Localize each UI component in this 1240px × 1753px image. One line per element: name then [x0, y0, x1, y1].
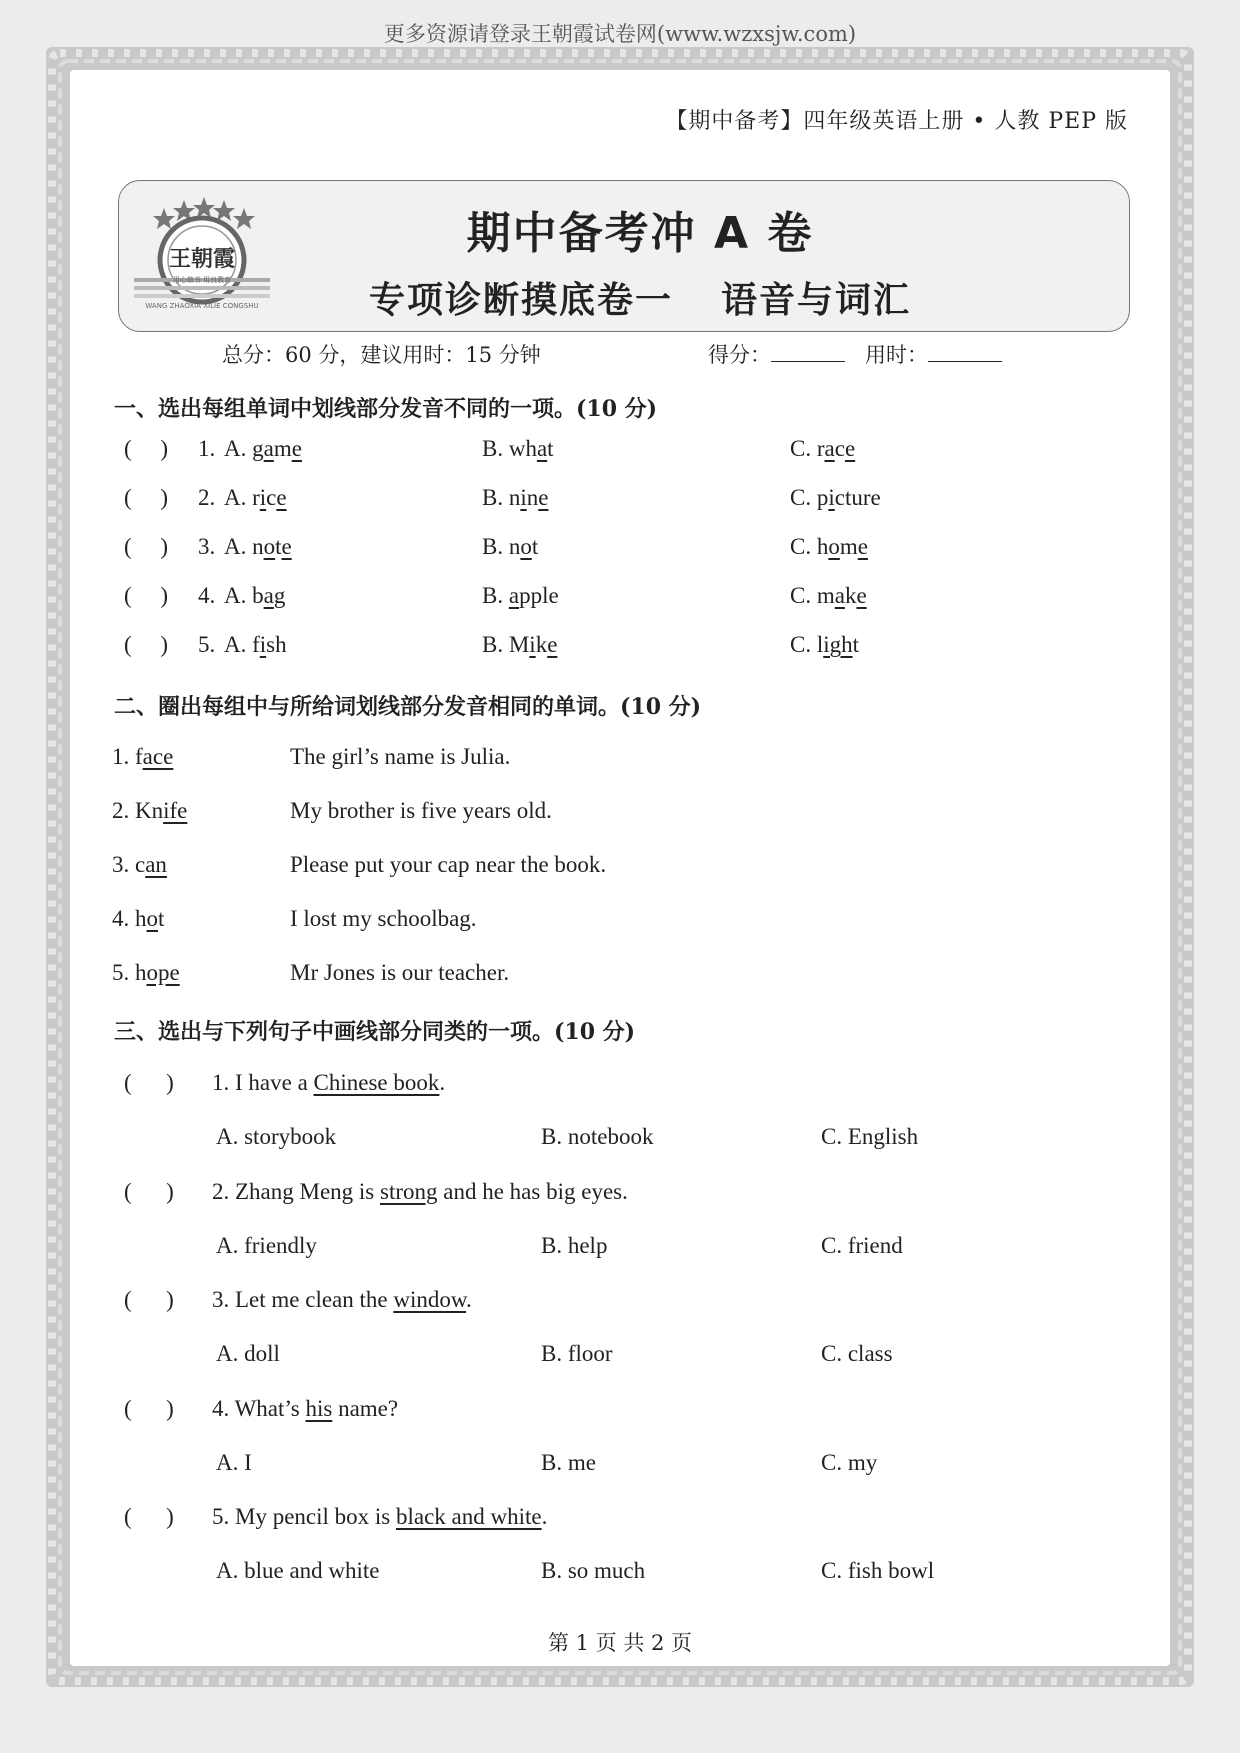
underlined-letter: i	[259, 485, 267, 510]
option-b[interactable]	[482, 436, 554, 462]
sentence-part: and he has big eyes.	[437, 1178, 628, 1204]
option-a[interactable]	[224, 436, 302, 462]
word-part: 1. f	[112, 744, 143, 769]
option-b[interactable]	[482, 485, 548, 511]
option-c[interactable]	[790, 436, 855, 462]
option-c[interactable]	[790, 534, 868, 560]
word-part: m	[273, 436, 292, 461]
underlined-letter: o	[263, 534, 276, 559]
word-part: 4. h	[112, 906, 147, 931]
underlined-phrase: black and white	[396, 1504, 542, 1529]
option-b[interactable]	[482, 583, 559, 609]
word-part: A. r	[224, 485, 260, 510]
option-b[interactable]: B. me	[541, 1449, 596, 1475]
sentence-part: 1. I have a	[212, 1070, 314, 1095]
option-a[interactable]	[224, 632, 287, 658]
word-part: A. f	[224, 632, 260, 657]
answer-paren[interactable]: ( )	[124, 1287, 174, 1312]
sentence-part: 4. What’s	[212, 1395, 306, 1421]
word-part: B. M	[482, 632, 530, 657]
underlined-letter: e	[547, 632, 558, 657]
underlined-letter: e	[844, 436, 856, 461]
score-fields	[708, 339, 1002, 369]
option-b[interactable]: B. help	[541, 1232, 608, 1258]
word-part: c	[266, 485, 277, 510]
word-part: C. m	[790, 583, 835, 608]
option-c[interactable]	[790, 485, 881, 511]
underlined-letter: i	[529, 632, 536, 657]
sentence-part: 2. Zhang Meng is	[212, 1178, 381, 1204]
answer-paren[interactable]: ( )	[124, 534, 169, 559]
sentence-part: name?	[332, 1395, 399, 1421]
word-part: B. wh	[482, 436, 537, 461]
option-c[interactable]: C. fish bowl	[821, 1558, 935, 1583]
word-part: cture	[834, 485, 881, 510]
question-sentence	[212, 1070, 445, 1096]
option-b[interactable]	[482, 534, 538, 560]
underlined-letter: e	[856, 583, 867, 608]
subtitle-right: 语音与词汇	[721, 280, 912, 321]
score-label: 得分：	[708, 343, 771, 367]
given-word	[112, 744, 173, 770]
question-number: 5.	[198, 632, 216, 657]
underlined-letter: ace	[142, 744, 174, 769]
word-part: k	[844, 583, 857, 608]
option-c[interactable]: C. class	[821, 1341, 893, 1366]
question-sentence	[212, 1396, 398, 1422]
underlined-letter: an	[145, 852, 167, 877]
source-banner: 更多资源请登录王朝霞试卷网(www.wzxsjw.com)	[383, 22, 857, 46]
given-word	[112, 852, 167, 878]
option-c[interactable]: C. my	[821, 1449, 878, 1475]
sentence-part: 3. Let me clean the	[212, 1287, 394, 1312]
time-label: 用时：	[865, 343, 929, 367]
word-part: m	[839, 534, 858, 559]
score-blank[interactable]	[771, 343, 845, 362]
time-blank[interactable]	[928, 343, 1002, 362]
underlined-letter: ife	[163, 798, 188, 823]
option-c[interactable]	[790, 632, 859, 658]
option-a[interactable]: A. friendly	[216, 1232, 317, 1258]
word-part: C. p	[790, 485, 829, 510]
given-word	[112, 906, 164, 932]
option-a[interactable]: A. I	[216, 1449, 252, 1475]
answer-paren[interactable]: ( )	[124, 436, 169, 461]
option-a[interactable]: A. blue and white	[216, 1558, 380, 1583]
sentence[interactable]: I lost my schoolbag.	[290, 906, 477, 931]
underlined-letter: i	[828, 485, 835, 510]
given-word	[112, 960, 180, 986]
word-part: t	[531, 534, 539, 559]
section2-title: 二、圈出每组中与所给词划线部分发音相同的单词。(10 分)	[114, 694, 702, 720]
underlined-letter: o	[520, 534, 532, 559]
answer-paren[interactable]: ( )	[124, 1070, 174, 1095]
underlined-letter: a	[263, 583, 274, 608]
underlined-letter: o	[146, 906, 158, 931]
word-part: C. h	[790, 534, 829, 559]
sentence-part: .	[439, 1070, 446, 1095]
underlined-letter: a	[263, 436, 274, 461]
word-part: sh	[266, 632, 287, 657]
option-c[interactable]: C. friend	[821, 1232, 903, 1258]
given-word	[112, 798, 187, 824]
underlined-letter: igh	[823, 632, 853, 657]
word-part: t	[852, 632, 860, 657]
question-number: 3.	[198, 534, 216, 559]
word-part: c	[834, 436, 845, 461]
answer-paren[interactable]: ( )	[124, 1504, 174, 1529]
svg-text:用心做书 用良教育: 用心做书 用良教育	[172, 276, 232, 284]
edition-label: 【期中备考】四年级英语上册 • 人教 PEP 版	[665, 109, 1128, 134]
underlined-letter: a	[536, 436, 548, 461]
option-c[interactable]: C. English	[821, 1124, 919, 1149]
question-number: 2.	[198, 485, 216, 510]
underlined-letter: e	[857, 534, 868, 559]
word-part: C. l	[790, 632, 824, 657]
word-part: 2. Kn	[112, 798, 164, 823]
answer-paren[interactable]: ( )	[124, 583, 169, 608]
word-part: pple	[519, 583, 559, 608]
underlined-letter: a	[508, 583, 520, 608]
option-c[interactable]	[790, 583, 867, 609]
underlined-phrase: his	[305, 1395, 333, 1421]
option-b[interactable]: B. floor	[541, 1341, 613, 1366]
sentence[interactable]: Mr Jones is our teacher.	[290, 960, 510, 985]
option-b[interactable]	[482, 632, 557, 658]
underlined-letter: e	[538, 485, 549, 510]
word-part: B. n	[482, 485, 521, 510]
question-sentence	[212, 1287, 472, 1313]
underlined-letter: i	[259, 632, 267, 657]
word-part: B. n	[482, 534, 521, 559]
underlined-phrase: strong	[380, 1178, 438, 1204]
underlined-letter: e	[291, 436, 302, 461]
option-b[interactable]: B. notebook	[541, 1124, 654, 1149]
option-a[interactable]	[224, 534, 292, 560]
answer-paren[interactable]: ( )	[124, 485, 169, 510]
underlined-letter: e	[281, 534, 292, 559]
word-part: t	[547, 436, 554, 461]
subtitle	[0, 272, 1240, 323]
answer-paren[interactable]: ( )	[124, 1178, 174, 1204]
svg-text:WANG ZHAOXIA XILIE CONGSHU: WANG ZHAOXIA XILIE CONGSHU	[145, 302, 259, 310]
question-number: 4.	[198, 583, 216, 608]
subtitle-left: 专项诊断摸底卷一	[368, 280, 673, 321]
option-a[interactable]	[224, 583, 285, 609]
word-part: C. r	[790, 436, 825, 461]
word-part: n	[526, 485, 539, 510]
sentence[interactable]: The girl’s name is Julia.	[290, 744, 511, 769]
question-sentence	[212, 1179, 628, 1205]
option-a[interactable]	[224, 485, 287, 511]
word-part: g	[273, 583, 286, 608]
section1-title: 一、选出每组单词中划线部分发音不同的一项。(10 分)	[114, 396, 658, 422]
svg-text:王朝霞: 王朝霞	[168, 246, 236, 272]
word-part: k	[535, 632, 548, 657]
sentence[interactable]: Please put your cap near the book.	[290, 852, 607, 877]
underlined-phrase: Chinese book	[313, 1070, 440, 1095]
word-part: A. n	[224, 534, 264, 559]
word-part: 3. c	[112, 852, 146, 877]
question-number: 1.	[198, 436, 216, 461]
sentence[interactable]: My brother is five years old.	[290, 798, 552, 823]
option-a[interactable]: A. doll	[216, 1341, 280, 1366]
page-footer: 第 1 页 共 2 页	[547, 1631, 693, 1655]
word-part: A. g	[224, 436, 264, 461]
underlined-letter: a	[824, 436, 835, 461]
word-part: 5. h	[112, 960, 147, 985]
underlined-letter: e	[276, 485, 287, 510]
score-info: 总分：60 分，建议用时：15 分钟	[222, 343, 541, 367]
sentence-part: .	[466, 1287, 472, 1312]
underlined-letter: i	[520, 485, 527, 510]
word-part: t	[158, 906, 165, 931]
section3-title: 三、选出与下列句子中画线部分同类的一项。(10 分)	[114, 1019, 636, 1045]
main-title: 期中备考冲 A 卷	[466, 208, 814, 259]
underlined-letter: o	[828, 534, 840, 559]
underlined-letter: ope	[146, 960, 180, 985]
sentence-part: .	[541, 1504, 548, 1529]
word-part: B.	[482, 583, 509, 608]
answer-paren[interactable]: ( )	[124, 632, 169, 657]
sentence-part: 5. My pencil box is	[212, 1504, 396, 1529]
option-a[interactable]: A. storybook	[216, 1124, 337, 1149]
underlined-phrase: window	[393, 1287, 466, 1312]
word-part: t	[275, 534, 282, 559]
answer-paren[interactable]: ( )	[124, 1395, 174, 1421]
option-b[interactable]: B. so much	[541, 1558, 646, 1583]
question-sentence	[212, 1504, 547, 1530]
underlined-letter: a	[834, 583, 845, 608]
word-part: A. b	[224, 583, 264, 608]
